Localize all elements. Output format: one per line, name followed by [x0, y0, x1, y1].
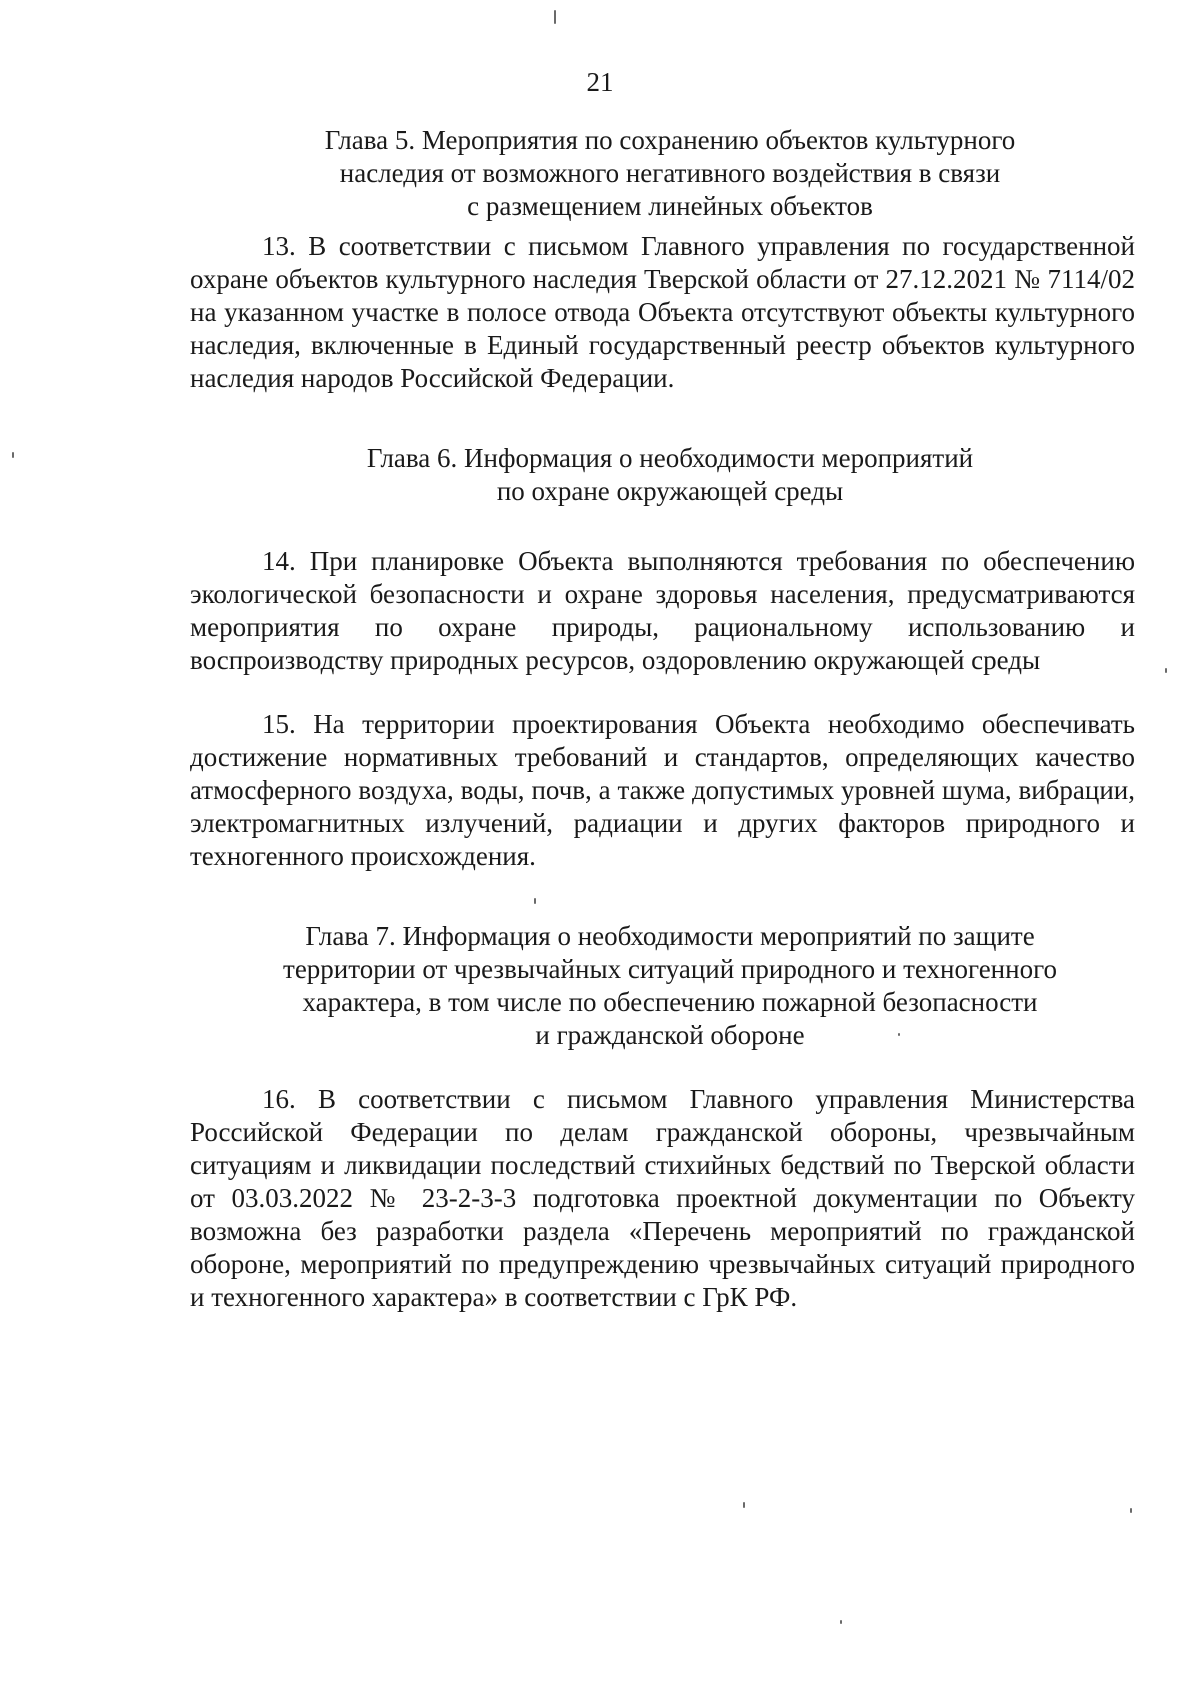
scan-speck — [743, 1502, 745, 1508]
scan-speck — [840, 1620, 842, 1624]
paragraph-14: 14. При планировке Объекта выполняются требования по обеспечению экологической безопасности и охране здоровья населения, предусматриваются мероприятия по охране природы, рациональному использованию и воспроизводству природных ресурсов, оздоровлению окружающей среды — [190, 546, 1135, 675]
heading-line: с размещением линейных объектов — [467, 191, 873, 221]
paragraph-16: 16. В соответствии с письмом Главного управления Министерства Российской Федерации по делам гражданской обороны, чрезвычайным ситуациям и ликвидации последствий стихийных бедствий по Тверской области от 03.03.2022 № 23-2-3-3 подготовка проектной документации по Объекту возможна без разработки раздела «Перечень мероприятий по гражданской обороне, мероприятий по предупреждению чрезвычайных ситуаций природного и техногенного характера» в соответствии с ГрК РФ. — [190, 1084, 1135, 1312]
page-number: 21 — [586, 67, 614, 97]
scan-speck — [1130, 1508, 1132, 1513]
scan-speck — [1165, 668, 1167, 673]
scan-speck — [12, 452, 14, 458]
chapter-6-heading — [230, 442, 1110, 508]
paragraph-13: 13. В соответствии с письмом Главного управления по государственной охране объектов культурного наследия Тверской области от 27.12.2021 № 7114/02 на указанном участке в полосе отвода Объекта отсутствуют объекты культурного наследия, включенные в Единый государственный реестр объектов культурного наследия народов Российской Федерации. — [190, 231, 1135, 393]
scan-speck — [534, 898, 536, 904]
scan-speck — [898, 1033, 900, 1036]
chapter-7-heading — [230, 920, 1110, 1052]
heading-line: наследия от возможного негативного воздействия в связи — [339, 158, 1001, 188]
scan-speck — [554, 10, 556, 24]
heading-line: Глава 6. Информация о необходимости мероприятий — [366, 443, 974, 473]
heading-line: по охране окружающей среды — [496, 476, 844, 506]
heading-line: характера, в том числе по обеспечению пожарной безопасности — [302, 987, 1038, 1017]
chapter-5-heading — [230, 124, 1110, 223]
heading-line: Глава 7. Информация о необходимости мероприятий по защите — [305, 921, 1035, 951]
heading-line: и гражданской обороне — [535, 1020, 805, 1050]
heading-line: Глава 5. Мероприятия по сохранению объектов культурного — [324, 125, 1016, 155]
heading-line: территории от чрезвычайных ситуаций природного и техногенного — [283, 954, 1057, 984]
paragraph-15: 15. На территории проектирования Объекта необходимо обеспечивать достижение нормативных требований и стандартов, определяющих качество атмосферного воздуха, воды, почв, а также допустимых уровней шума, вибрации, электромагнитных излучений, радиации и других факторов природного и техногенного происхождения. — [190, 709, 1135, 871]
